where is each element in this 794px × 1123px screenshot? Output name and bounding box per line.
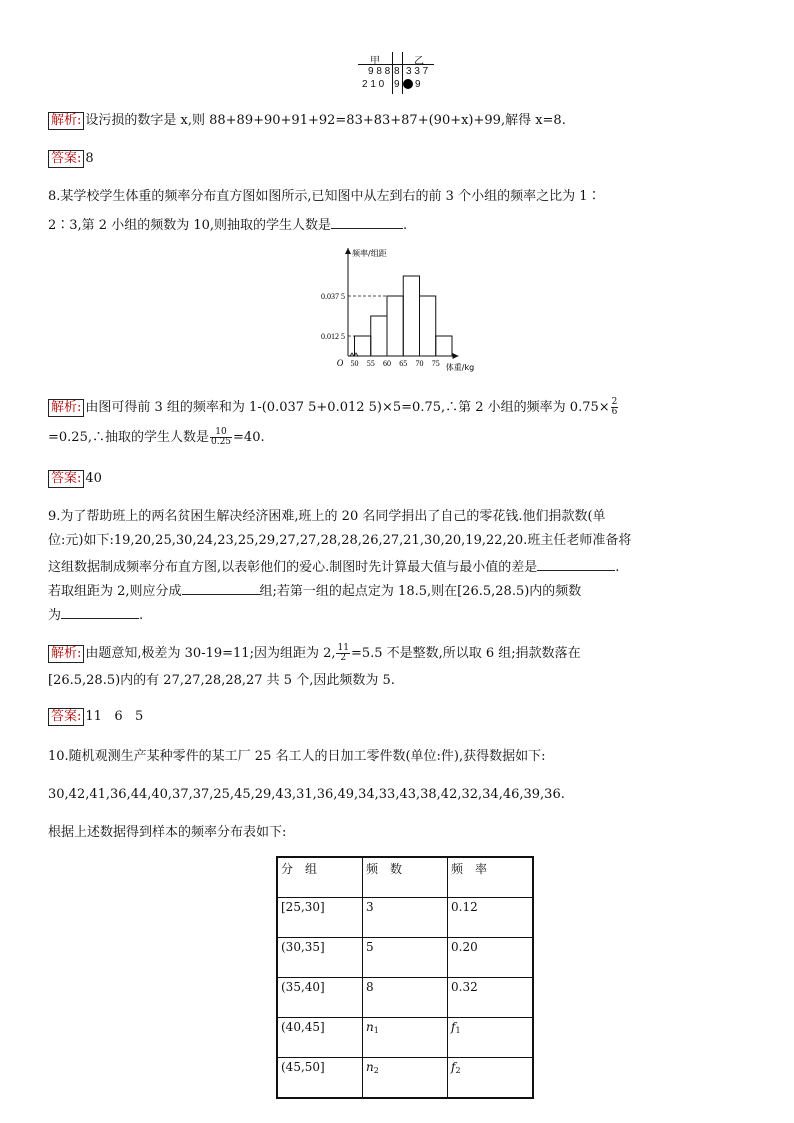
table-cell: (35,40] — [277, 978, 363, 1018]
subscript: 1 — [455, 1026, 461, 1035]
q9-answer — [48, 708, 143, 726]
q9-answer-value: 11 6 5 — [85, 709, 144, 724]
table-row — [277, 978, 533, 1018]
stem-leaf-row1-left: 9 8 8 — [368, 66, 391, 77]
q10-data-line: 30,42,41,36,44,40,37,37,25,45,29,43,31,36,49,34,33,43,38,42,32,34,46,39,36. — [48, 787, 565, 802]
stem-leaf-row2-stem: 9 — [394, 79, 400, 90]
stem-leaf-smudge-dot — [403, 79, 413, 89]
q9-line4 — [48, 580, 581, 601]
table-cell: (45,50] — [277, 1058, 363, 1099]
table-cell: (30,35] — [277, 938, 363, 978]
stem-leaf-divider-right — [402, 52, 403, 94]
q9-blank-groups[interactable] — [182, 580, 260, 595]
q9-line1: 9.为了帮助班上的两名贫困生解决经济困难,班上的 20 名同学捐出了自己的零花钱.他们捐款数(单 — [48, 509, 606, 524]
x-tick-label: 55 — [366, 359, 375, 368]
histogram-bar — [355, 336, 371, 356]
table-cell: 0.12 — [448, 898, 534, 938]
fraction-10-0.25 — [210, 428, 232, 447]
var-n: n — [366, 1020, 374, 1034]
x-tick-label: 75 — [431, 359, 440, 368]
y-tick-label: 0.037 5 — [321, 292, 345, 301]
q8-analysis-text3: =40. — [233, 430, 265, 445]
x-tick-label: 50 — [350, 359, 359, 368]
table-cell: [25,30] — [277, 898, 363, 938]
answer-label: 答案: — [48, 470, 84, 488]
q10-line1: 10.随机观测生产某种零件的某工厂 25 名工人的日加工零件数(单位:件),获得数据如下: — [48, 749, 546, 764]
stem-leaf-row2-right: 9 — [415, 79, 421, 90]
table-cell: 5 — [363, 938, 448, 978]
analysis-label: 解析: — [48, 645, 84, 663]
q9-line5 — [48, 604, 143, 625]
x-axis-label: 体重/kg — [445, 363, 475, 372]
table-cell: 3 — [363, 898, 448, 938]
frequency-table — [276, 856, 534, 1099]
y-tick-label: 0.012 5 — [321, 332, 345, 341]
table-header-cell: 频 率 — [448, 857, 534, 898]
q8-answer-blank[interactable] — [331, 214, 403, 229]
q8-line2 — [48, 214, 407, 235]
fraction-denominator: 2 — [340, 653, 347, 663]
x-axis-arrow — [453, 353, 459, 359]
origin-label: O — [336, 358, 344, 368]
table-cell: 8 — [363, 978, 448, 1018]
var-f: f — [451, 1020, 456, 1034]
subscript: 2 — [455, 1066, 461, 1075]
table-cell: 0.20 — [448, 938, 534, 978]
stem-leaf-top-rule — [358, 64, 434, 65]
table-row — [277, 898, 533, 938]
q9-line3-text: 这组数据制成频率分布直方图,以表彰他们的爱心.制图时先计算最大值与最小值的差是 — [48, 560, 538, 575]
q9-line5-end: . — [139, 608, 144, 623]
stem-leaf-plot — [358, 52, 438, 94]
histogram-bar — [387, 296, 403, 356]
q9-line4-end: 组;若第一组的起点定为 18.5,则在[26.5,28.5)内的频数 — [259, 584, 582, 599]
y-axis-arrow — [345, 248, 351, 254]
q8-line2-end: . — [403, 218, 408, 233]
q9-line5-text: 为 — [48, 608, 62, 623]
q8-analysis-text1: 由图可得前 3 组的频率和为 1-(0.037 5+0.012 5)×5=0.75,∴第 2 小组的频率为 0.75× — [85, 400, 610, 415]
table-cell — [363, 1018, 448, 1058]
table-header-row — [277, 857, 533, 898]
table-cell — [448, 1018, 534, 1058]
histogram-chart — [300, 240, 500, 380]
subscript: 1 — [373, 1026, 379, 1035]
fraction-11-2 — [336, 644, 349, 663]
table-cell — [448, 1058, 534, 1099]
x-tick-label: 70 — [415, 359, 424, 368]
q8-line2-text: 2∶3,第 2 小组的频数为 10,则抽取的学生人数是 — [48, 218, 332, 233]
fraction-denominator: 6 — [611, 407, 618, 417]
x-tick-label: 60 — [383, 359, 391, 368]
q8-answer-value: 40 — [85, 471, 102, 486]
q9-analysis-line1 — [48, 644, 581, 663]
x-tick-label: 65 — [399, 359, 408, 368]
q7-answer — [48, 150, 94, 168]
histogram-bar — [436, 336, 452, 356]
q9-blank-frequency[interactable] — [61, 604, 139, 619]
q8-analysis-line2 — [48, 428, 265, 447]
table-cell: (40,45] — [277, 1018, 363, 1058]
q7-answer-value: 8 — [85, 151, 94, 166]
q7-analysis — [48, 112, 566, 130]
q9-analysis-text2: =5.5 不是整数,所以取 6 组;捐款数落在 — [350, 646, 581, 661]
q10-line3: 根据上述数据得到样本的频率分布表如下: — [48, 825, 287, 840]
table-header-cell: 频 数 — [363, 857, 448, 898]
table-cell — [363, 1058, 448, 1099]
stem-leaf-divider-left — [392, 52, 393, 94]
stem-leaf-header-left: 甲 — [370, 56, 380, 67]
histogram-bar — [403, 276, 419, 356]
q9-line3-end: . — [615, 560, 620, 575]
analysis-label: 解析: — [48, 399, 84, 417]
q9-analysis-line2: [26.5,28.5)内的有 27,27,28,28,27 共 5 个,因此频数为 5. — [48, 673, 395, 688]
fraction-denominator: 0.25 — [210, 437, 232, 447]
q8-answer — [48, 470, 102, 488]
var-n: n — [366, 1060, 374, 1074]
analysis-label: 解析: — [48, 112, 84, 130]
subscript: 2 — [373, 1066, 379, 1075]
histogram-bar — [371, 316, 387, 356]
fraction-numerator: 10 — [210, 428, 232, 438]
q9-line4-text: 若取组距为 2,则应分成 — [48, 584, 182, 599]
q9-line2: 位:元)如下:19,20,25,30,24,23,25,29,27,27,28,28,26,27,21,30,20,19,22,20.班主任老师准备将 — [48, 533, 632, 548]
q8-analysis-line1 — [48, 398, 619, 417]
histogram-bar — [420, 296, 436, 356]
answer-label: 答案: — [48, 150, 84, 168]
var-f: f — [451, 1060, 456, 1074]
stem-leaf-row2-left: 2 1 0 — [362, 79, 385, 90]
table-row — [277, 1018, 533, 1058]
table-row — [277, 938, 533, 978]
q9-line3 — [48, 556, 619, 577]
stem-leaf-row1-stem: 8 — [394, 66, 400, 77]
stem-leaf-header-right: 乙 — [414, 56, 424, 67]
answer-label: 答案: — [48, 708, 84, 726]
q7-analysis-text: 设污损的数字是 x,则 88+89+90+91+92=83+83+87+(90+x)+99,解得 x=8. — [85, 113, 566, 128]
q9-blank-range[interactable] — [537, 556, 615, 571]
fraction-numerator: 11 — [337, 643, 349, 653]
table-row — [277, 1058, 533, 1099]
fraction-2-6 — [611, 398, 619, 417]
table-cell: 0.32 — [448, 978, 534, 1018]
q9-analysis-text1: 由题意知,极差为 30-19=11;因为组距为 2, — [85, 646, 336, 661]
table-header-cell: 分 组 — [277, 857, 363, 898]
y-axis-label: 频率/组距 — [352, 249, 387, 258]
q8-analysis-text2: =0.25,∴抽取的学生人数是 — [48, 430, 209, 445]
q8-line1: 8.某学校学生体重的频率分布直方图如图所示,已知图中从左到右的前 3 个小组的频率之比为 1∶ — [48, 189, 601, 204]
stem-leaf-row1-right: 3 3 7 — [406, 66, 429, 77]
fraction-numerator: 2 — [611, 397, 618, 407]
